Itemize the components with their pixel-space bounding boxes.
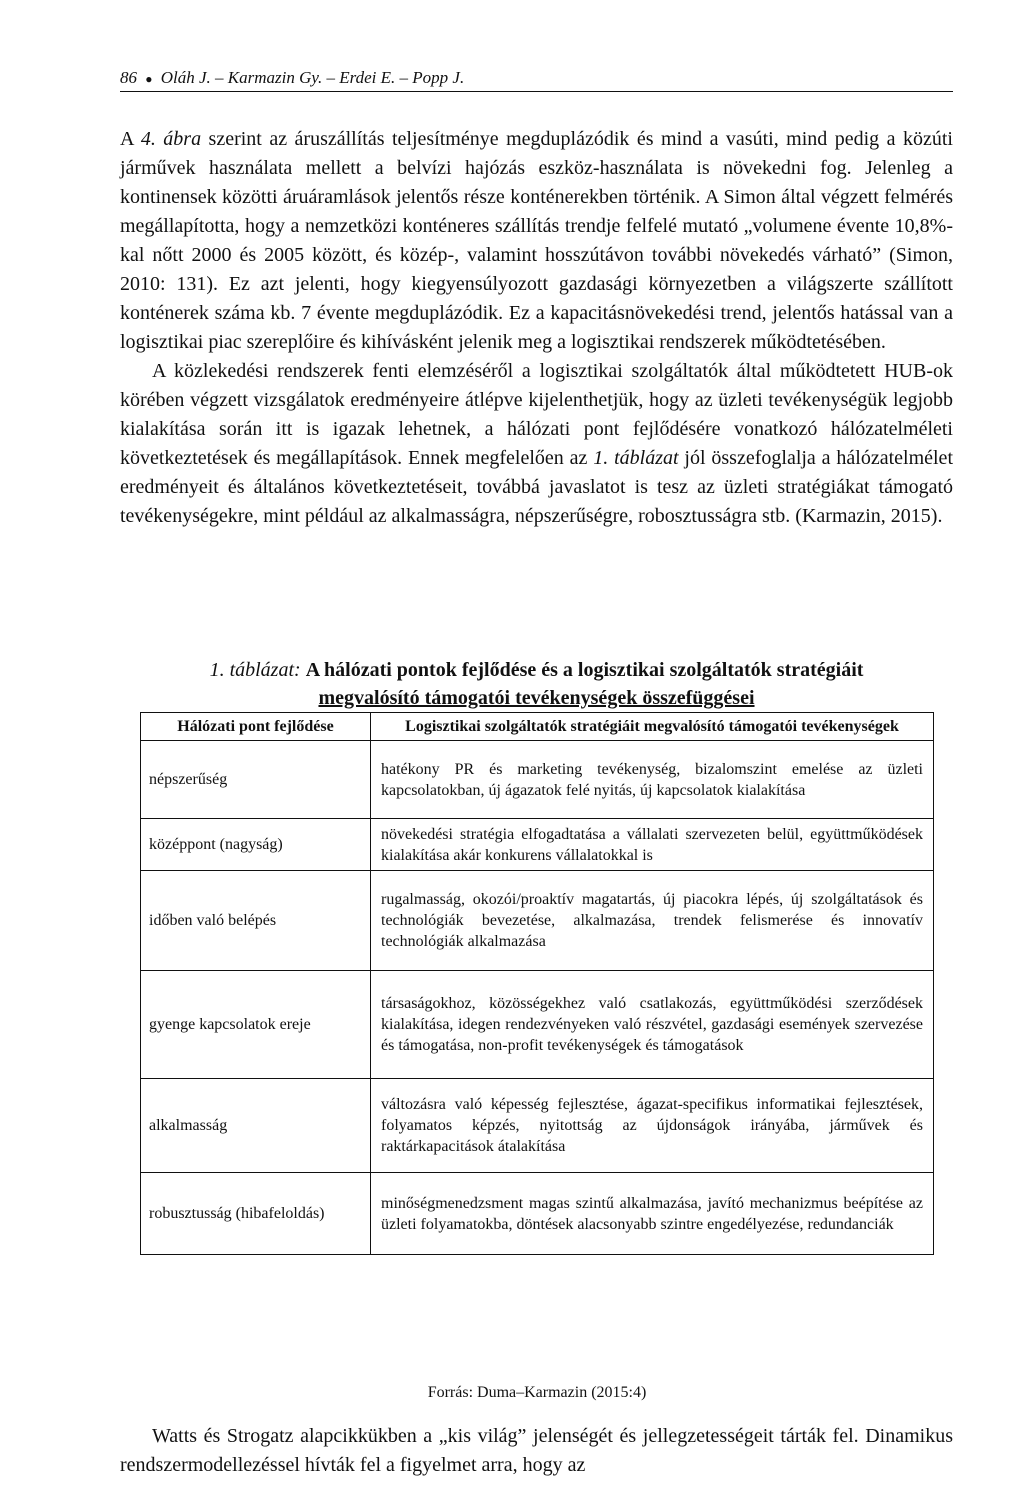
table-row	[141, 1173, 934, 1255]
paragraph-3: Watts és Strogatz alapcikkükben a „kis világ” jelenségét és jellegzetességeit tárták fel. Dinamikus rendszermodellezéssel hívták fel a figyelmet arra, hogy az	[120, 1425, 953, 1476]
header-authors: Oláh J. – Karmazin Gy. – Erdei E. – Popp J.	[160, 68, 465, 87]
table-caption-title-line1: A hálózati pontok fejlődése és a logisztikai szolgáltatók stratégiáit	[305, 659, 864, 681]
table-caption	[120, 656, 953, 712]
paragraph-2-start: A közlekedési rendszerek fenti elemzéséről a logisztikai szolgáltatók által működtetett HUB-ok körében végzett vizsgálatok eredményeire átlépve kijelenthetjük, hogy az üzleti tevékenységük legjobb kialakítása során itt is igazak lehetnek, a hálózati pont fejlődésére vonatkozó hálózatelméleti következtetések és megállapítások. Ennek megfelelően az	[120, 360, 953, 469]
body-text	[120, 125, 953, 531]
table-row	[141, 741, 934, 819]
table-cell-activities: minőségmenedzsment magas szintű alkalmazása, javító mechanizmus beépítése az üzleti folyamatokba, döntések alacsonyabb szintre engedélyezése, redundanciák	[371, 1173, 934, 1255]
column-header-activities: Logisztikai szolgáltatók stratégiáit megvalósító támogatói tevékenységek	[371, 713, 934, 741]
table-cell-feature: középpont (nagyság)	[141, 819, 371, 871]
table-cell-activities: változásra való képesség fejlesztése, ágazat-specifikus informatikai fejlesztések, folyamatos képzés, nyitottság az újdonságok irányába, járművek és raktárkapacitások átalakítása	[371, 1079, 934, 1173]
table-cell-feature: időben való belépés	[141, 871, 371, 971]
paragraph-2	[120, 357, 953, 531]
bullet-icon: ●	[145, 72, 153, 86]
paragraph-1-start: A	[120, 128, 141, 150]
table-cell-feature: gyenge kapcsolatok ereje	[141, 971, 371, 1079]
table-row	[141, 819, 934, 871]
table-cell-activities: társaságokhoz, közösségekhez való csatlakozás, együttműködési szerződések kialakítása, idegen rendezvényeken való részvétel, gazdasági események szervezése és támogatása, non-profit tevékenységek és támogatások	[371, 971, 934, 1079]
table-cell-activities: rugalmasság, okozói/proaktív magatartás, új piacokra lépés, új szolgáltatások és technológiák bevezetése, alkalmazása, trendek felismerése és innovatív technológiák alkalmazása	[371, 871, 934, 971]
table-cell-feature: népszerűség	[141, 741, 371, 819]
table-caption-title-line2: megvalósító támogatói tevékenységek összefüggései	[318, 687, 755, 709]
table-cell-activities: növekedési stratégia elfogadtatása a vállalati szervezeten belül, együttműködések kialakítása akár konkurens vállalatokkal is	[371, 819, 934, 871]
table-cell-feature: alkalmasság	[141, 1079, 371, 1173]
bottom-text	[120, 1422, 953, 1480]
running-header	[120, 68, 953, 92]
paragraph-1-rest: szerint az áruszállítás teljesítménye megduplázódik és mind a vasúti, mind pedig a közúti járművek használata mellett a belvízi hajózás eszköz-használata is növekedni fog. Jelenleg a kontinensek közötti áruáramlások jelentős része konténerekben történik. A Simon által végzett felmérés megállapította, hogy a nemzetközi konténeres szállítás trendje felfelé mutató „volumene évente 10,8%-kal nőtt 2000 és 2005 között, és közép-, valamint hosszútávon további növekedés várható” (Simon, 2010: 131). Ez azt jelenti, hogy kiegyensúlyozott gazdasági környezetben a világszerte szállított konténerek száma kb. 7 évente megduplázódik. Ez a kapacitásnövekedési trend, jelentős hatással van a logisztikai piac szereplőire és kihívásként jelenik meg a logisztikai rendszerek működtetésében.	[120, 128, 953, 353]
table-row	[141, 871, 934, 971]
table-row	[141, 971, 934, 1079]
paragraph-1	[120, 125, 953, 357]
page-number: 86	[120, 68, 137, 87]
column-header-feature: Hálózati pont fejlődése	[141, 713, 371, 741]
table-cell-feature: robusztusság (hibafeloldás)	[141, 1173, 371, 1255]
table-header-row	[141, 713, 934, 741]
figure-reference: 4. ábra	[140, 128, 202, 150]
paragraph-2-rest: jól összefoglalja a hálózatelmélet eredményeit és általános következtetéseit, továbbá javaslatot is tesz az üzleti stratégiákat támogató tevékenységekre, mint például az alkalmasságra, népszerűségre, robosztusságra stb. (Karmazin, 2015).	[120, 447, 953, 527]
table-cell-activities: hatékony PR és marketing tevékenység, bizalomszint emelése az üzleti kapcsolatokban, új ágazatok felé nyitás, új kapcsolatok kialakítása	[371, 741, 934, 819]
table-reference: 1. táblázat	[593, 447, 679, 469]
table-caption-label: 1. táblázat:	[209, 659, 301, 681]
table-source: Forrás: Duma–Karmazin (2015:4)	[427, 1384, 647, 1401]
data-table	[140, 712, 934, 1255]
table-row	[141, 1079, 934, 1173]
